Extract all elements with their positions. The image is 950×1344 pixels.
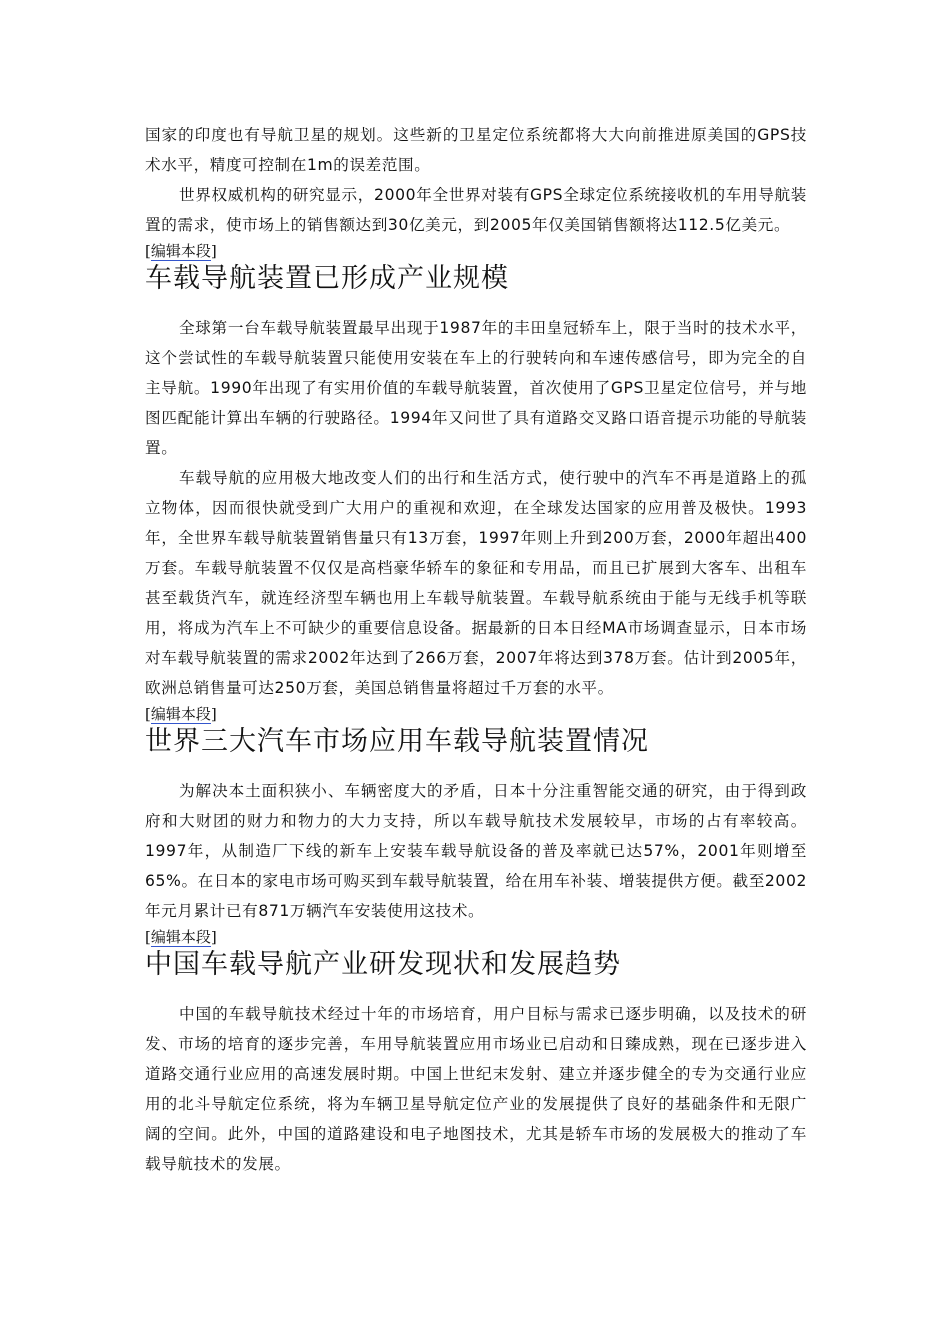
- section-2: [145, 704, 807, 926]
- section-heading-3: 中国车载导航产业研发现状和发展趋势: [145, 949, 621, 980]
- edit-link-text[interactable]: 编辑本段: [150, 705, 211, 723]
- edit-link-open-bracket: [: [145, 242, 151, 260]
- edit-section-link-3[interactable]: [145, 927, 807, 947]
- edit-link-open-bracket: [: [145, 705, 151, 723]
- edit-section-link-2[interactable]: [145, 704, 807, 724]
- edit-link-close-bracket: ]: [210, 928, 217, 946]
- section-heading-2: 世界三大汽车市场应用车载导航装置情况: [145, 726, 649, 757]
- section-1-paragraph-1: 全球第一台车载导航装置最早出现于1987年的丰田皇冠轿车上，限于当时的技术水平，这个尝试性的车载导航装置只能使用安装在车上的行驶转向和车速传感信号，即为完全的自主导航。1990年出现了有实用价值的车载导航装置，首次使用了GPS卫星定位信号，并与地图匹配能计算出车辆的行驶路径。1994年又问世了具有道路交叉路口语音提示功能的导航装置。: [145, 319, 807, 457]
- section-heading-1: 车载导航装置已形成产业规模: [145, 263, 509, 294]
- intro-paragraph-1: 国家的印度也有导航卫星的规划。这些新的卫星定位系统都将大大向前推进原美国的GPS技术水平，精度可控制在1m的误差范围。: [145, 126, 807, 174]
- intro-paragraph-2: 世界权威机构的研究显示，2000年全世界对装有GPS全球定位系统接收机的车用导航装置的需求，使市场上的销售额达到30亿美元，到2005年仅美国销售额将达112.5亿美元。: [145, 186, 807, 234]
- section-2-paragraph-1: 为解决本土面积狭小、车辆密度大的矛盾，日本十分注重智能交通的研究，由于得到政府和大财团的财力和物力的大力支持，所以车载导航技术发展较早，市场的占有率较高。1997年，从制造厂下线的新车上安装车载导航设备的普及率就已达57%，2001年则增至65%。在日本的家电市场可购买到车载导航装置，给在用车补装、增装提供方便。截至2002年元月累计已有871万辆汽车安装使用这技术。: [145, 782, 807, 920]
- edit-link-close-bracket: ]: [210, 242, 217, 260]
- edit-link-open-bracket: [: [145, 928, 151, 946]
- edit-link-text[interactable]: 编辑本段: [150, 242, 211, 260]
- edit-section-link-1[interactable]: [145, 241, 807, 261]
- section-1: [145, 241, 807, 703]
- edit-link-text[interactable]: 编辑本段: [150, 928, 211, 946]
- edit-link-close-bracket: ]: [210, 705, 217, 723]
- document-page: [145, 120, 807, 1179]
- section-1-paragraph-2: 车载导航的应用极大地改变人们的出行和生活方式，使行驶中的汽车不再是道路上的孤立物体，因而很快就受到广大用户的重视和欢迎，在全球发达国家的应用普及极快。1993年，全世界车载导航装置销售量只有13万套，1997年则上升到200万套，2000年超出400万套。车载导航装置不仅仅是高档豪华轿车的象征和专用品，而且已扩展到大客车、出租车甚至载货汽车，就连经济型车辆也用上车载导航装置。车载导航系统由于能与无线手机等联用，将成为汽车上不可缺少的重要信息设备。据最新的日本日经MA市场调查显示，日本市场对车载导航装置的需求2002年达到了266万套，2007年将达到378万套。估计到2005年，欧洲总销售量可达250万套，美国总销售量将超过千万套的水平。: [145, 469, 807, 697]
- section-3: [145, 927, 807, 1179]
- section-3-paragraph-1: 中国的车载导航技术经过十年的市场培育，用户目标与需求已逐步明确，以及技术的研发、市场的培育的逐步完善，车用导航装置应用市场业已启动和日臻成熟，现在已逐步进入道路交通行业应用的高速发展时期。中国上世纪末发射、建立并逐步健全的专为交通行业应用的北斗导航定位系统，将为车辆卫星导航定位产业的发展提供了良好的基础条件和无限广阔的空间。此外，中国的道路建设和电子地图技术，尤其是轿车市场的发展极大的推动了车载导航技术的发展。: [145, 1005, 807, 1173]
